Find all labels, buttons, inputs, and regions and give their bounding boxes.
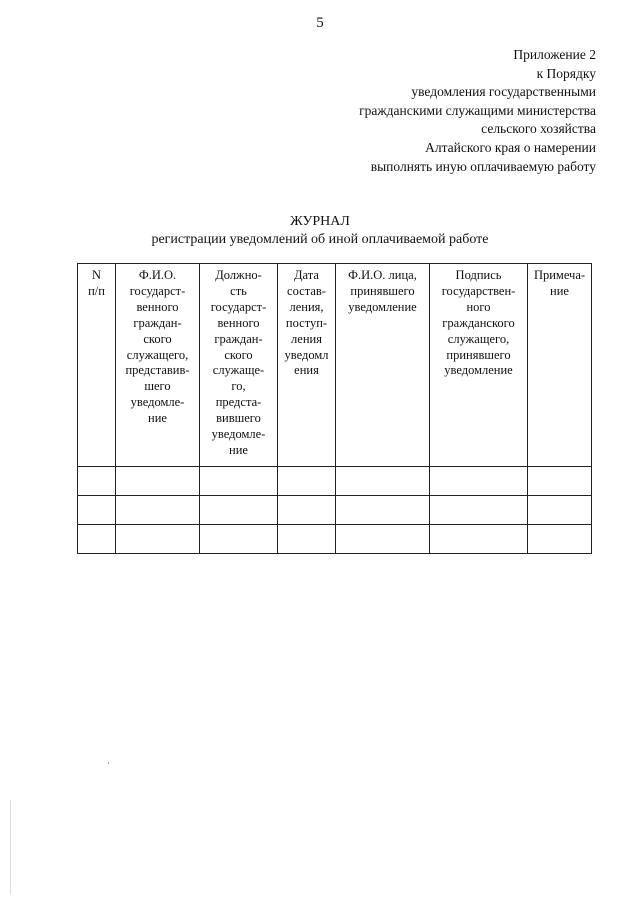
journal-heading <box>0 213 640 249</box>
scan-mark <box>10 800 11 895</box>
header-text-line: N <box>91 268 102 282</box>
table-cell <box>200 496 278 525</box>
header-text-line: уведомле- <box>130 395 185 410</box>
header-text-line: сть <box>230 283 247 298</box>
header-text-line: уведомление <box>348 299 417 314</box>
header-text-line: ления, <box>289 299 324 314</box>
column-header-0 <box>78 264 116 467</box>
header-text-line: ние <box>229 442 248 457</box>
header-text-line: уведомление <box>444 363 513 378</box>
header-text-line: венного <box>217 315 260 330</box>
table-cell <box>528 467 592 496</box>
header-row <box>78 264 592 467</box>
header-text-line: шего <box>144 379 171 394</box>
table-cell <box>430 496 528 525</box>
header-text-line: Ф.И.О. <box>138 268 177 282</box>
header-text-line: принявшего <box>446 347 511 362</box>
scan-mark <box>108 762 109 764</box>
appendix-line: Приложение 2 <box>513 47 596 62</box>
header-text-line: ние <box>550 283 569 298</box>
header-text-line: п/п <box>88 283 105 298</box>
header-text-line: уведомле- <box>211 427 266 442</box>
header-text-line: ского <box>224 347 253 362</box>
header-text-line: го, <box>231 379 246 394</box>
table-cell <box>430 525 528 554</box>
header-text-line: состав- <box>287 283 326 298</box>
journal-table <box>77 263 592 554</box>
header-text-line: Ф.И.О. лица, <box>348 268 417 282</box>
table-cell <box>116 525 200 554</box>
header-text-line: государствен- <box>441 283 516 298</box>
appendix-line: Алтайского края о намерении <box>425 139 596 155</box>
header-text-line: Должно- <box>215 268 262 282</box>
header-text-line: служаще- <box>212 363 265 378</box>
column-header-4 <box>336 264 430 467</box>
header-text-line: вившего <box>216 411 261 426</box>
header-text-line: Примеча- <box>533 268 586 282</box>
table-cell <box>78 467 116 496</box>
column-header-3 <box>278 264 336 467</box>
table-cell <box>430 467 528 496</box>
table-cell <box>200 525 278 554</box>
table-cell <box>278 525 336 554</box>
table-cell <box>116 467 200 496</box>
appendix-line: гражданскими служащими министерства <box>359 102 596 118</box>
header-text-line: поступ- <box>285 315 328 330</box>
header-text-line: граждан- <box>133 315 182 330</box>
column-header-6 <box>528 264 592 467</box>
table-cell <box>116 496 200 525</box>
journal-subtitle: регистрации уведомлений об иной оплачиваемой работе <box>151 232 489 247</box>
column-header-5 <box>430 264 528 467</box>
header-text-line: уведомл <box>284 347 329 362</box>
page-number: 5 <box>316 15 324 31</box>
table-body <box>78 467 592 554</box>
header-text-line: гражданского <box>442 315 515 330</box>
table-cell <box>336 525 430 554</box>
table-row <box>78 467 592 496</box>
table-cell <box>78 525 116 554</box>
header-text-line: представив- <box>125 363 190 378</box>
table-cell <box>78 496 116 525</box>
table-cell <box>528 525 592 554</box>
table-cell <box>200 467 278 496</box>
header-text-line: ного <box>466 299 491 314</box>
appendix-block <box>296 46 596 176</box>
header-text-line: государст- <box>129 283 186 298</box>
table-row <box>78 496 592 525</box>
header-text-line: предста- <box>215 395 262 410</box>
table-cell <box>528 496 592 525</box>
appendix-line: сельского хозяйства <box>481 121 596 137</box>
appendix-line: к Порядку <box>536 65 596 81</box>
header-text-line: ского <box>143 331 172 346</box>
table-cell <box>336 496 430 525</box>
table-row <box>78 525 592 554</box>
table-cell <box>336 467 430 496</box>
header-text-line: Дата <box>294 268 319 282</box>
table-cell <box>278 496 336 525</box>
header-text-line: государст- <box>210 299 267 314</box>
header-text-line: ние <box>148 411 167 426</box>
header-text-line: ления <box>291 331 322 346</box>
appendix-line: выполнять иную оплачиваемую работу <box>370 158 596 174</box>
header-text-line: ения <box>294 363 319 378</box>
header-text-line: принявшего <box>350 283 415 298</box>
appendix-line: уведомления государственными <box>411 84 596 100</box>
table-cell <box>278 467 336 496</box>
column-header-1 <box>116 264 200 467</box>
header-text-line: служащего, <box>447 331 510 346</box>
header-text-line: служащего, <box>126 347 189 362</box>
journal-title: ЖУРНАЛ <box>290 214 350 229</box>
header-text-line: граждан- <box>214 331 263 346</box>
header-text-line: Подпись <box>455 268 502 282</box>
header-text-line: венного <box>136 299 179 314</box>
column-header-2 <box>200 264 278 467</box>
